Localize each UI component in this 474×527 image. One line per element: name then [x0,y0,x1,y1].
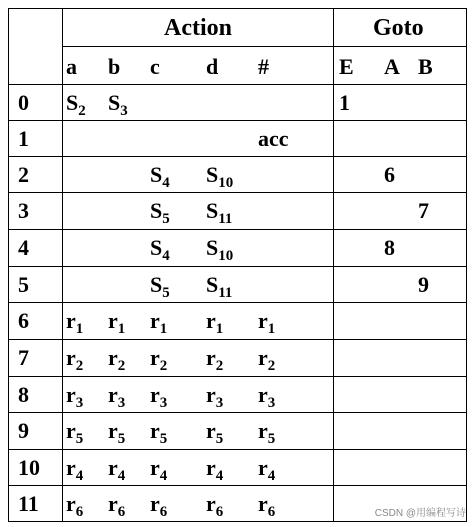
action-cell-base: S [206,235,219,260]
action-cell [108,382,126,411]
action-cell [150,198,170,227]
action-goto-divider [333,8,334,522]
action-cell [150,308,168,337]
action-cell-subscript: 2 [159,357,168,374]
action-cell [258,382,276,411]
state-label: 2 [18,162,29,187]
action-cell-base: r [258,308,268,333]
action-cell-subscript: 3 [75,394,84,411]
action-cell-base: r [66,382,76,407]
goto-symbol-B: B [418,54,433,79]
action-cell [150,382,168,411]
table-border-left [8,8,9,522]
state-label: 10 [18,455,40,480]
action-cell [150,491,168,520]
action-cell-subscript: 4 [267,467,276,484]
action-cell-subscript: 5 [215,430,224,447]
goto-cell: 9 [418,272,429,297]
watermark-text: CSDN @用编程写诗 [374,508,466,519]
action-symbol-a: a [66,54,77,79]
action-cell-subscript: 4 [162,247,170,264]
state-column-divider [62,8,63,522]
action-cell [66,491,84,520]
row-divider [8,339,467,340]
action-cell-base: r [66,308,76,333]
action-cell-subscript: 4 [159,467,168,484]
action-cell-subscript: 2 [215,357,224,374]
goto-symbol-E: E [339,54,354,79]
action-cell [108,308,126,337]
state-label: 8 [18,382,29,407]
action-cell [206,235,234,264]
action-cell-subscript: 11 [218,284,233,301]
action-cell [206,418,224,447]
action-cell-base: S [150,272,163,297]
row-divider [8,156,467,157]
action-cell-subscript: 5 [159,430,168,447]
state-label: 4 [18,235,29,260]
row-divider [8,449,467,450]
action-cell-base: S [206,272,219,297]
action-cell-subscript: 3 [215,394,224,411]
action-cell-base: S [150,198,163,223]
action-cell-subscript: 11 [218,210,233,227]
action-cell [150,455,168,484]
action-cell-base: r [150,345,160,370]
action-header: Action [164,15,232,41]
action-cell [206,162,234,191]
action-cell [108,491,126,520]
row-divider [8,229,467,230]
action-cell-base: r [150,418,160,443]
action-cell-subscript: 6 [159,503,168,520]
action-cell-base: r [150,455,160,480]
action-cell-subscript: 1 [117,320,126,337]
action-cell [66,90,86,119]
action-symbol-b: b [108,54,121,79]
action-cell [258,418,276,447]
action-cell-base: r [66,455,76,480]
action-cell-subscript: 3 [159,394,168,411]
goto-cell: 7 [418,198,429,223]
action-cell-subscript: 2 [267,357,276,374]
action-cell-subscript: 3 [120,102,128,119]
state-label: 11 [18,491,39,516]
action-cell-subscript: 6 [75,503,84,520]
state-label: 1 [18,126,29,151]
action-cell [258,128,289,150]
state-label: 9 [18,418,29,443]
action-cell-base: r [66,418,76,443]
action-cell [150,162,170,191]
row-divider [8,192,467,193]
action-cell-subscript: 5 [117,430,126,447]
action-cell-subscript: 4 [215,467,224,484]
action-cell-base: r [150,308,160,333]
action-cell-subscript: 10 [218,247,234,264]
action-cell-base: S [206,162,219,187]
action-cell [66,308,84,337]
action-cell-base: r [206,382,216,407]
action-cell-base: S [150,162,163,187]
action-cell-subscript: 6 [117,503,126,520]
action-cell-subscript: 5 [162,284,170,301]
action-cell [150,272,170,301]
action-cell [66,455,84,484]
row-divider [8,120,467,121]
goto-symbol-A: A [384,54,400,79]
action-cell-base: r [66,345,76,370]
action-cell [150,235,170,264]
action-cell-base: r [108,455,118,480]
action-cell [66,418,84,447]
goto-header: Goto [373,15,424,41]
action-cell-subscript: 10 [218,174,234,191]
action-cell-base: r [206,491,216,516]
state-label: 5 [18,272,29,297]
action-cell-base: r [258,418,268,443]
row-divider [8,412,467,413]
row-divider [8,266,467,267]
action-cell-base: r [108,308,118,333]
action-cell-base: S [108,90,121,115]
action-cell [206,382,224,411]
action-cell-subscript: 2 [117,357,126,374]
action-cell-base: r [66,491,76,516]
state-label: 7 [18,345,29,370]
action-cell-base: r [258,382,268,407]
state-label: 6 [18,308,29,333]
table-border-bottom [8,521,467,522]
action-symbol-hash: # [258,54,269,79]
action-cell-subscript: 4 [75,467,84,484]
goto-cell: 8 [384,235,395,260]
action-cell [66,382,84,411]
action-cell-subscript: 3 [267,394,276,411]
state-label: 3 [18,198,29,223]
action-cell-subscript: 5 [162,210,170,227]
action-cell [258,455,276,484]
action-cell-base: acc [258,126,289,151]
action-cell-base: r [206,418,216,443]
table-border-right [466,8,467,522]
action-cell-subscript: 1 [159,320,168,337]
action-cell [206,491,224,520]
action-symbol-c: c [150,54,160,79]
action-cell-base: r [258,345,268,370]
state-label: 0 [18,90,29,115]
action-cell [258,308,276,337]
row-divider [8,376,467,377]
action-cell [258,345,276,374]
action-cell [108,345,126,374]
action-cell [258,491,276,520]
action-cell-base: r [206,308,216,333]
action-cell-base: r [108,418,118,443]
action-cell [206,272,233,301]
action-cell [206,308,224,337]
header-divider [62,46,467,47]
action-cell-subscript: 3 [117,394,126,411]
action-cell-base: S [206,198,219,223]
action-cell-base: r [206,455,216,480]
action-cell-subscript: 2 [78,102,86,119]
table-border-top [8,8,467,9]
action-cell [150,345,168,374]
action-cell-subscript: 6 [215,503,224,520]
action-cell-subscript: 2 [75,357,84,374]
goto-cell: 1 [339,90,350,115]
goto-cell: 6 [384,162,395,187]
action-cell-base: r [258,455,268,480]
action-cell [108,455,126,484]
action-cell [66,345,84,374]
row-divider [8,302,467,303]
action-cell [206,345,224,374]
action-cell-base: r [108,382,118,407]
row-divider [8,84,467,85]
action-cell-subscript: 5 [267,430,276,447]
action-cell-subscript: 4 [162,174,170,191]
action-cell [108,90,128,119]
action-cell-base: r [206,345,216,370]
action-cell-base: r [150,491,160,516]
action-cell-base: S [66,90,79,115]
action-symbol-d: d [206,54,219,79]
action-cell-subscript: 1 [75,320,84,337]
action-cell [206,198,233,227]
action-cell-base: S [150,235,163,260]
row-divider [8,485,467,486]
action-cell-base: r [108,491,118,516]
action-cell-base: r [150,382,160,407]
action-cell [150,418,168,447]
action-cell-subscript: 1 [215,320,224,337]
action-cell-subscript: 5 [75,430,84,447]
action-cell [108,418,126,447]
action-cell-base: r [108,345,118,370]
action-cell-subscript: 6 [267,503,276,520]
action-cell-subscript: 1 [267,320,276,337]
action-cell-base: r [258,491,268,516]
action-cell-subscript: 4 [117,467,126,484]
action-cell [206,455,224,484]
